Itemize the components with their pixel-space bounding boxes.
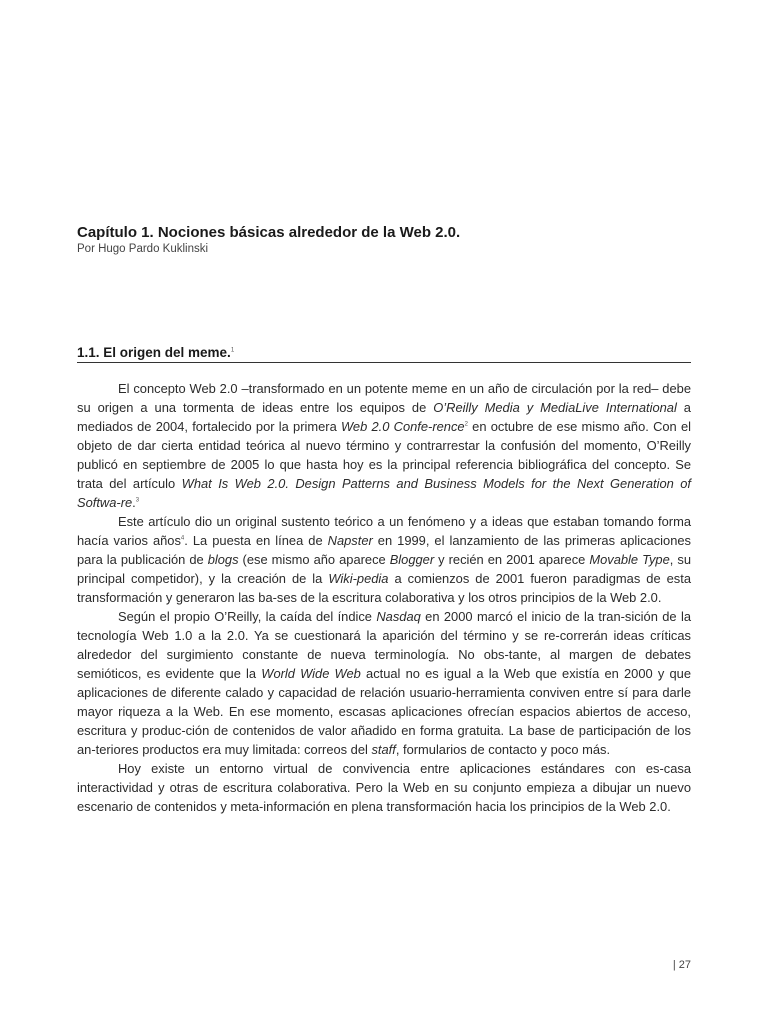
text-run: en 1999, el lanzamiento de las primeras aplicaciones para la publicación de [77,533,691,567]
body-paragraph [77,607,691,759]
italic-text: Blogger [389,552,435,567]
italic-text: O’Reilly Media y MediaLive International [433,400,677,415]
text-run: Según el propio O’Reilly, la caída del índice [118,609,377,624]
italic-text: blogs [207,552,239,567]
text-run: Este artículo dio un original sustento teórico a un fenómeno y a ideas que estaban tomando forma hacía varios años [77,514,691,548]
section-heading [77,344,691,363]
italic-text: What Is Web 2.0. Design Patterns and Business Models for the Next Generation of Softwa-re [77,476,691,510]
chapter-heading [77,223,691,257]
footnote-ref[interactable]: 1 [230,347,235,354]
italic-text: staff [371,742,396,757]
chapter-author: Por Hugo Pardo Kuklinski [77,243,209,255]
text-run: . [132,495,136,510]
italic-text: World Wide Web [261,666,361,681]
footnote-ref[interactable]: 2 [464,421,468,428]
text-run: y recién en 2001 aparece [434,552,590,567]
italic-text: Wiki-pedia [328,571,389,586]
text-run: a mediados de 2004, fortalecido por la primera [77,400,691,434]
page-number: | 27 [672,959,691,971]
body-paragraph [77,759,691,816]
text-run: , su principal competidor), y la creación de la [77,552,691,586]
text-run: (ese mismo año aparece [238,552,390,567]
footnote-ref[interactable]: 4 [180,535,185,542]
text-run: en 2000 marcó el inicio de la tran-sición de la tecnología Web 1.0 a la 2.0. Ya se cuestionará la aparición del término y se re-correrán ideas críticas alrededor del surgimiento constante de nueva terminología. No obs-tante, al margen de debates semióticos, es evidente que la [77,609,691,681]
body-paragraph [77,379,691,512]
text-run: El concepto Web 2.0 –transformado en un potente meme en un año de circulación por la red– debe su origen a una tormenta de ideas entre los equipos de [77,381,691,415]
text-run: , formularios de contacto y poco más. [395,742,611,757]
italic-text: Movable Type [589,552,670,567]
section-title [77,344,691,361]
text-run: actual no es igual a la Web que existía en 2000 y que aplicaciones de diferente calado y capacidad de relación usuario-herramienta conviven entre sí para darle mayor riqueza a la Web. En ese momento, escasas aplicaciones ofrecían espacios abiertos de acceso, escritura y produc-ción de contenidos de valor añadido en forma gratuita. La base de participación de los an-teriores productos era muy limitada: correos del [77,666,691,757]
text-run: en octubre de ese mismo año. Con el objeto de dar cierta entidad teórica al nuevo término y contrarrestar la confusión del momento, O’Reilly publicó en septiembre de 2005 lo que hasta hoy es la principal referencia bibliográfica del concepto. Se trata del artículo [77,419,691,491]
text-run: Hoy existe un entorno virtual de convivencia entre aplicaciones estándares con es-casa interactividad y otras de escritura colaborativa. Pero la Web en su conjunto empieza a dibujar un nuevo escenario de contenidos y meta-información en plena transformación hacia los principios de la Web 2.0. [77,761,691,814]
italic-text: Web 2.0 Confe-rence [340,419,465,434]
text-run: a comienzos de 2001 fueron paradigmas de esta transformación y generaron las ba-ses de la escritura colaborativa y los otros principios de la Web 2.0. [77,571,692,605]
section-title-text: 1.1. El origen del meme. [77,345,231,360]
body-paragraph [77,512,691,607]
text-run: . La puesta en línea de [184,533,328,548]
body-text [77,379,691,816]
italic-text: Nasdaq [376,609,421,624]
footnote-ref[interactable]: 3 [135,497,140,504]
chapter-title: Capítulo 1. Nociones básicas alrededor de la Web 2.0. [77,224,461,241]
italic-text: Napster [327,533,373,548]
